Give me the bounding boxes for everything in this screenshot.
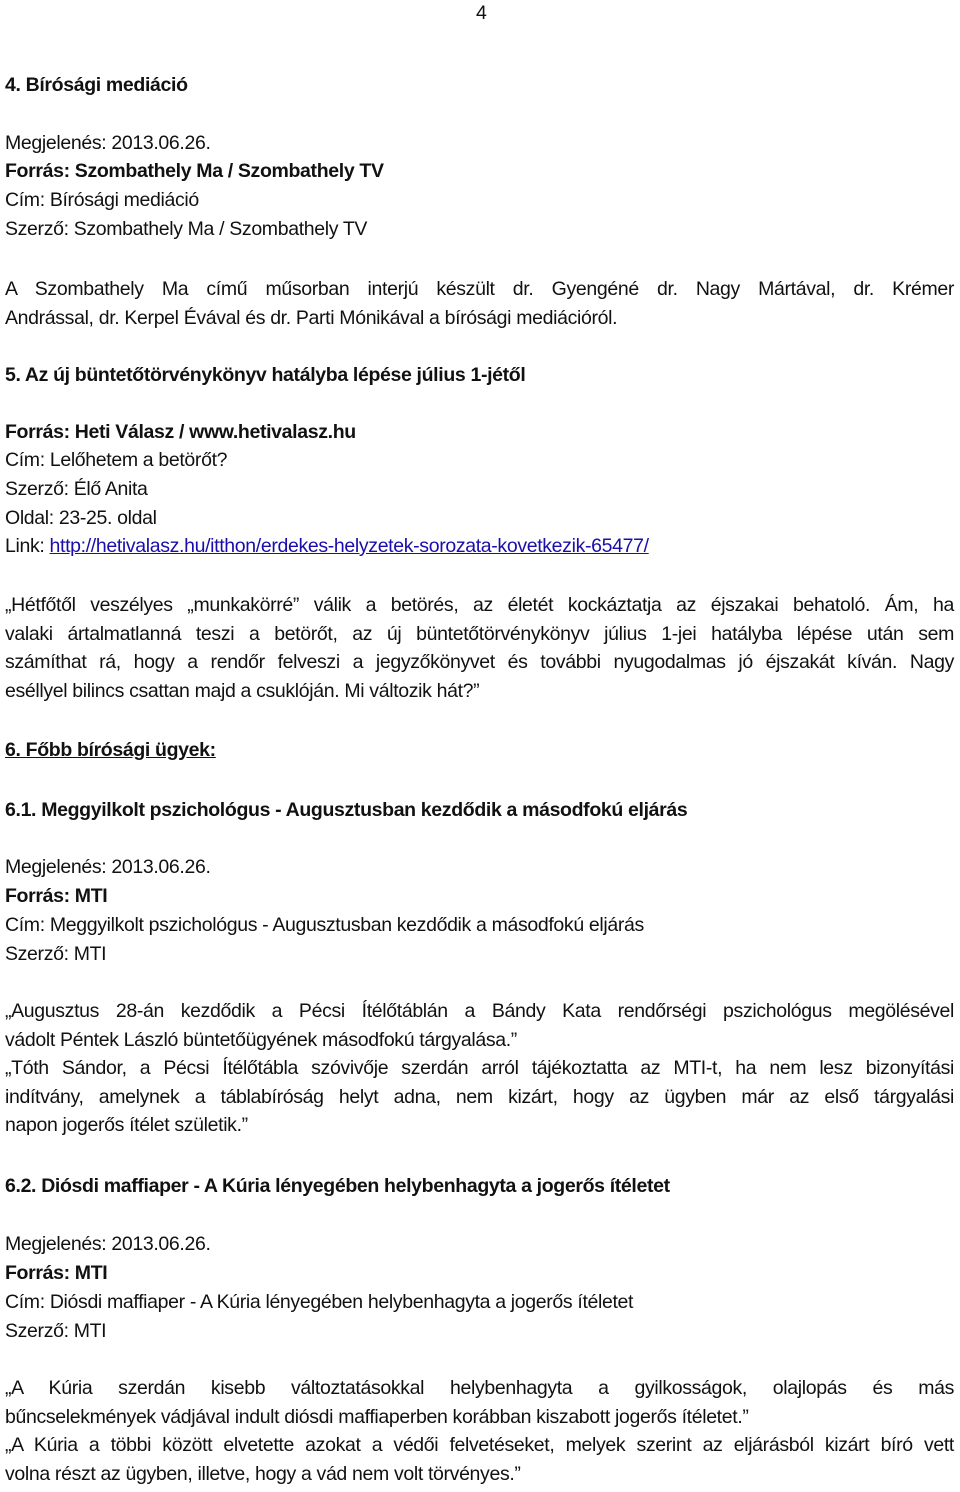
section-5-body <box>5 591 954 705</box>
body-line: eséllyel bilincs csattan majd a csuklóján. Mi változik hát?” <box>5 679 480 702</box>
section-6-2-date: Megjelenés: 2013.06.26. <box>5 1233 211 1255</box>
section-6-1-author: Szerző: MTI <box>5 943 107 965</box>
body-line: Andrással, dr. Kerpel Évával és dr. Parti Mónikával a bírósági mediációról. <box>5 306 618 329</box>
section-6-2-author: Szerző: MTI <box>5 1320 107 1342</box>
section-6-2-body <box>5 1374 954 1488</box>
body-line: vádolt Péntek László büntetőügyének másodfokú tárgyalása.” <box>5 1028 517 1051</box>
section-6-1-body <box>5 997 954 1140</box>
section-6-2-heading: 6.2. Diósdi maffiaper - A Kúria lényegében helybenhagyta a jogerős ítéletet <box>5 1175 670 1197</box>
body-line: „Augusztus 28-án kezdődik a Pécsi Ítélőtáblán a Bándy Kata rendőrségi pszichológus megölésével <box>5 1000 954 1022</box>
article-link[interactable]: http://hetivalasz.hu/itthon/erdekes-helyzetek-sorozata-kovetkezik-65477/ <box>49 535 649 557</box>
body-line: „A Kúria szerdán kisebb változtatásokkal helybenhagyta a gyilkosságok, olajlopás és más <box>5 1377 954 1399</box>
body-line: napon jogerős ítélet születik.” <box>5 1114 248 1136</box>
section-4-title: Cím: Bírósági mediáció <box>5 189 199 211</box>
body-line: „Tóth Sándor, a Pécsi Ítélőtábla szóvivője szerdán arról tájékoztatta az MTI-t, ha nem lesz bizonyítási <box>5 1057 954 1079</box>
body-line: indítvány, amelynek a táblabíróság helyt adna, nem kizárt, hogy az ügyben már az első tárgyalási <box>5 1085 954 1108</box>
section-5-author: Szerző: Élő Anita <box>5 478 148 500</box>
section-4-heading: 4. Bírósági mediáció <box>5 74 188 96</box>
section-4-date: Megjelenés: 2013.06.26. <box>5 132 211 154</box>
body-line: számíthat rá, hogy a rendőr felveszi a jegyzőkönyvet és további nyugodalmas jó éjszakát kíván. Nagy <box>5 651 954 673</box>
body-line: „Hétfőtől veszélyes „munkakörré” válik a betörés, az életét kockáztatja az éjszakai behatoló. Ám, ha <box>5 594 954 616</box>
section-6-1-heading: 6.1. Meggyilkolt pszichológus - Augusztusban kezdődik a másodfokú eljárás <box>5 799 688 821</box>
section-6-2-title: Cím: Diósdi maffiaper - A Kúria lényegében helybenhagyta a jogerős ítéletet <box>5 1291 634 1313</box>
page-number: 4 <box>476 2 487 24</box>
section-6-2-source: Forrás: MTI <box>5 1262 108 1284</box>
section-5-pages: Oldal: 23-25. oldal <box>5 507 157 529</box>
section-6-1-title: Cím: Meggyilkolt pszichológus - Augusztusban kezdődik a másodfokú eljárás <box>5 914 644 936</box>
section-5-title: Cím: Lelőhetem a betörőt? <box>5 449 228 471</box>
body-line: bűncselekmények vádjával indult diósdi maffiaperben korábban kiszabott jogerős ítéletet.” <box>5 1405 749 1428</box>
body-line: valaki ártalmatlanná teszi a betörőt, az új büntetőtörvénykönyv július 1-jei hatályba lépése után sem <box>5 622 954 645</box>
link-label: Link: <box>5 535 50 557</box>
body-line: A Szombathely Ma című műsorban interjú készült dr. Gyengéné dr. Nagy Mártával, dr. Krémer <box>5 278 954 300</box>
section-6-1-date: Megjelenés: 2013.06.26. <box>5 856 211 878</box>
section-6-heading <box>5 736 954 764</box>
section-6-heading-text: 6. Főbb bírósági ügyek: <box>5 739 216 761</box>
section-5-source: Forrás: Heti Válasz / www.hetivalasz.hu <box>5 421 356 443</box>
section-4-source: Forrás: Szombathely Ma / Szombathely TV <box>5 160 384 182</box>
body-line: „A Kúria a többi között elvetette azokat a védői felvetéseket, melyek szerint az eljárásból kizárt bíró vett <box>5 1434 954 1456</box>
section-4-body <box>5 275 954 332</box>
section-4-author: Szerző: Szombathely Ma / Szombathely TV <box>5 218 368 240</box>
section-5-heading: 5. Az új büntetőtörvénykönyv hatályba lépése július 1-jétől <box>5 364 526 386</box>
section-5-link-row <box>5 532 954 560</box>
section-6-1-source: Forrás: MTI <box>5 885 108 907</box>
body-line: volna részt az ügyben, illetve, hogy a vád nem volt törvényes.” <box>5 1462 521 1485</box>
